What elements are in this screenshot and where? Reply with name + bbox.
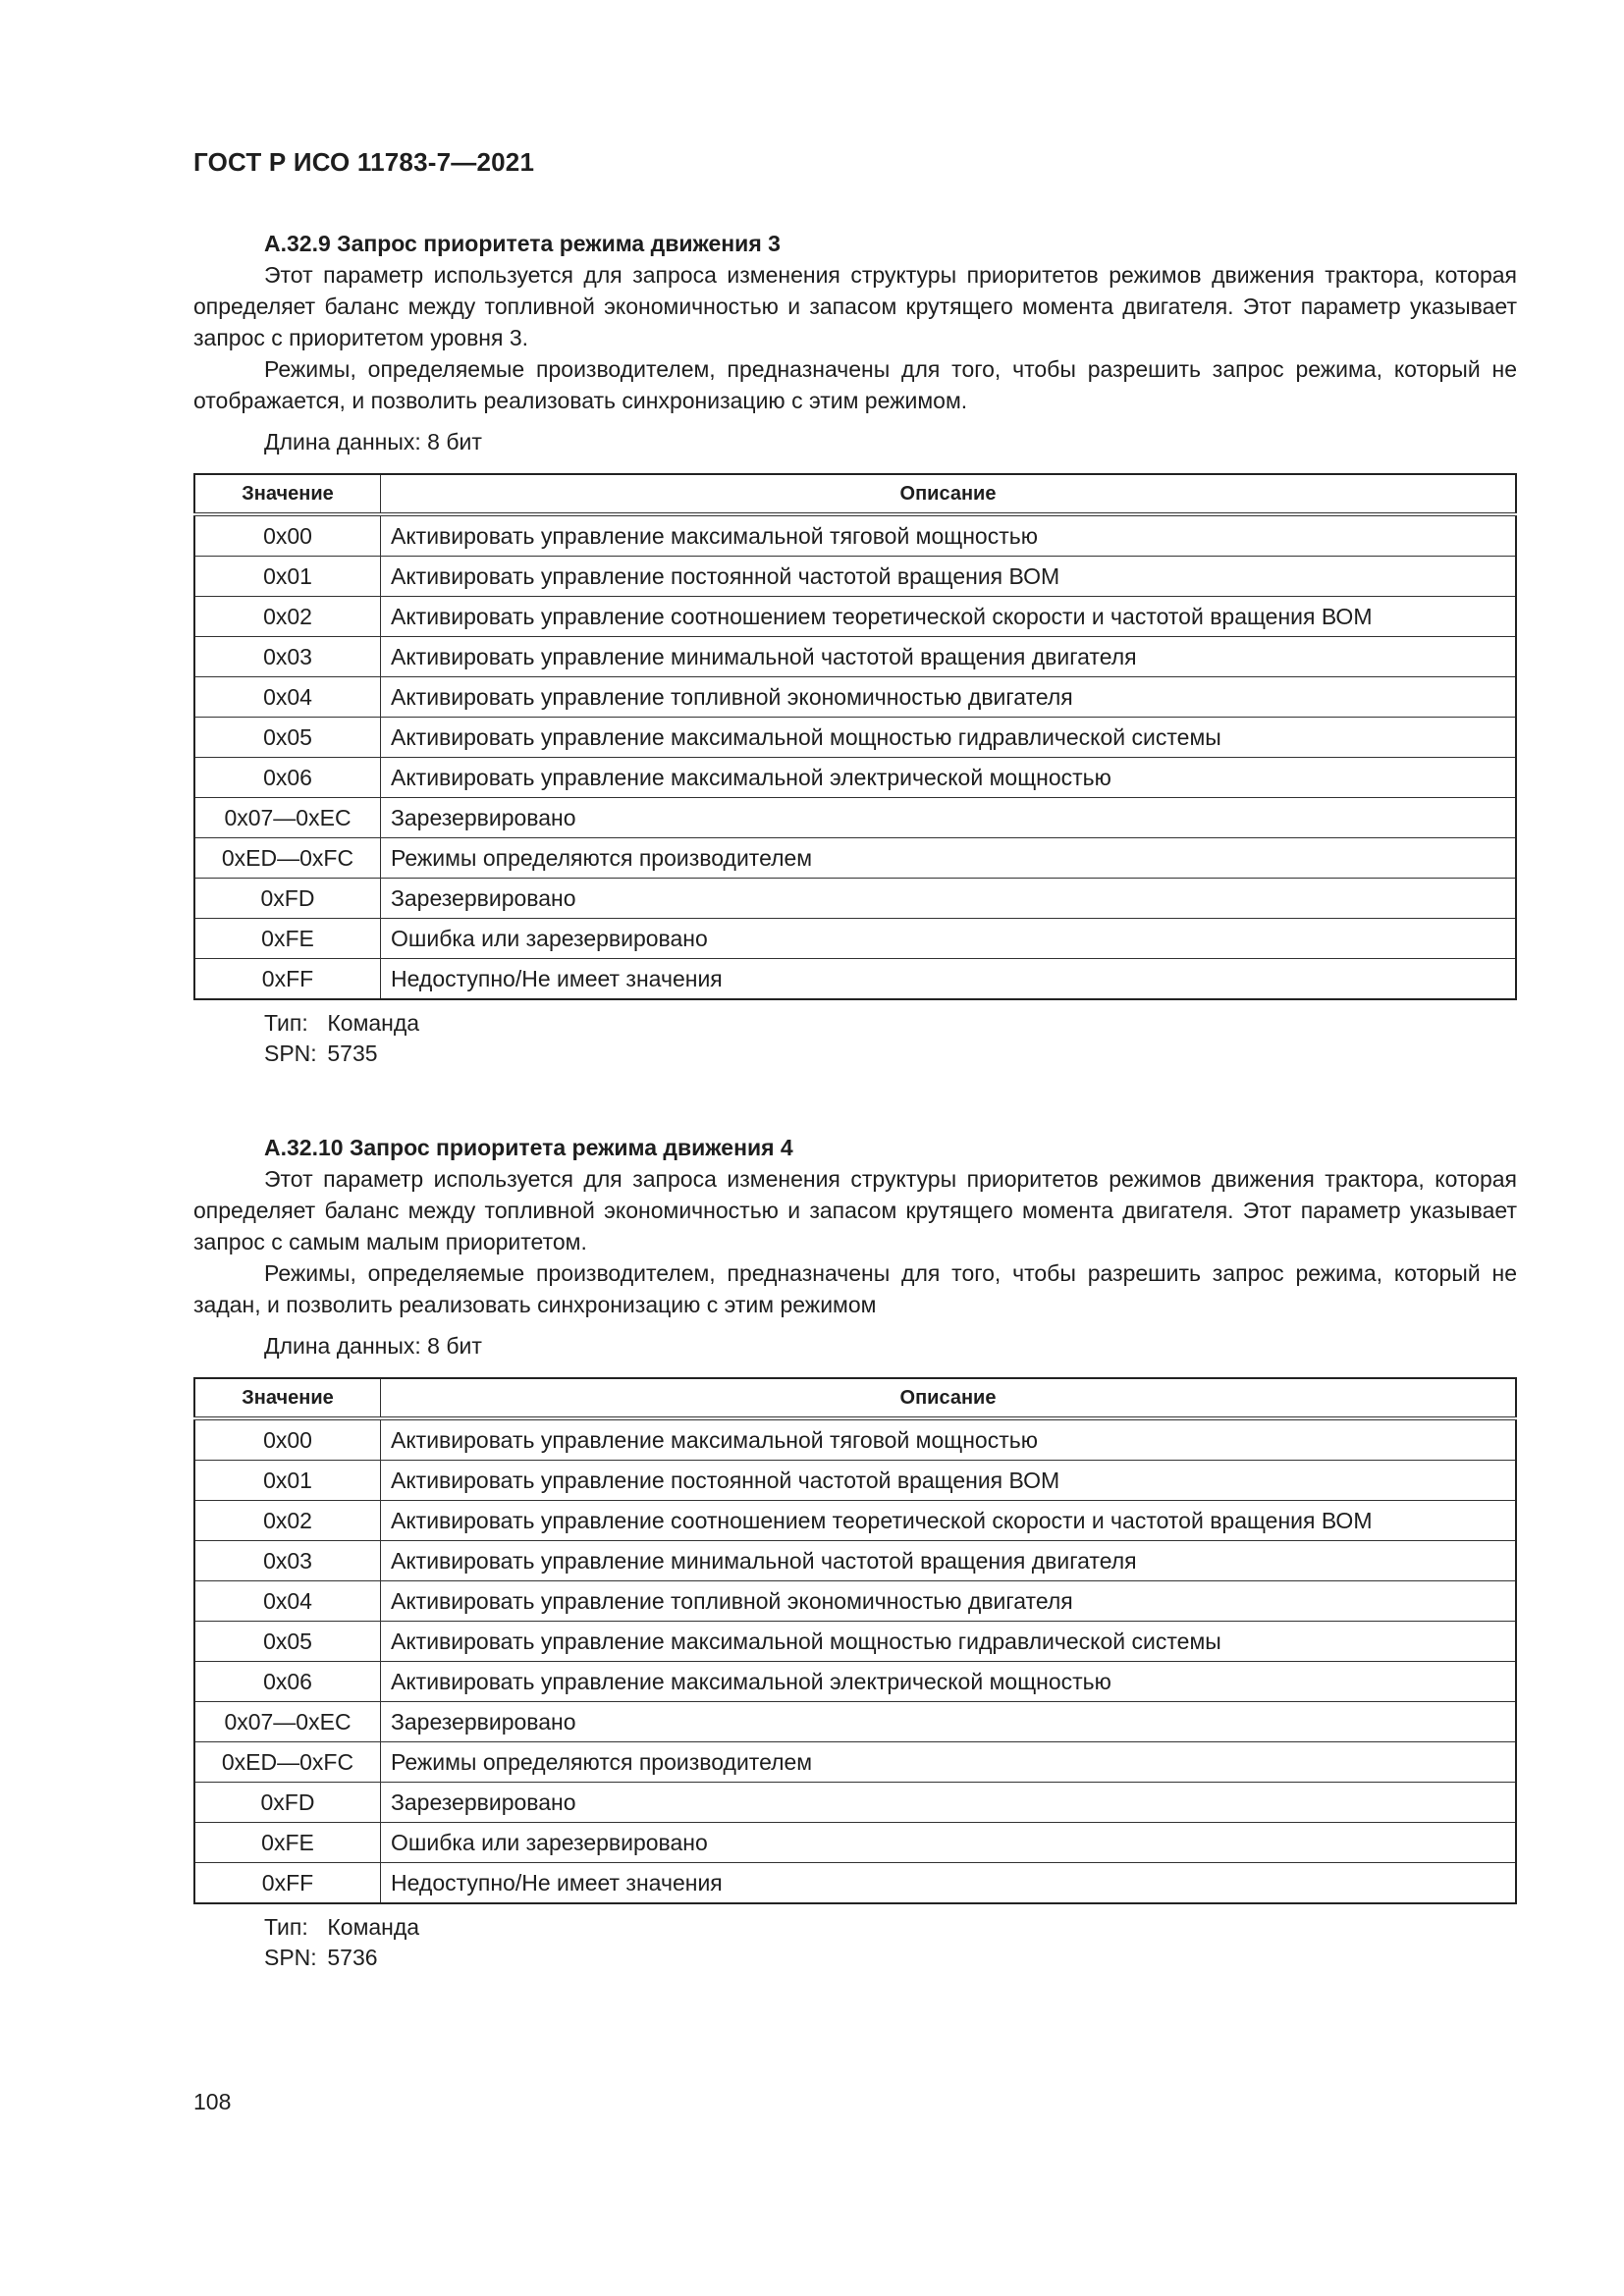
description-cell: Режимы определяются производителем xyxy=(381,838,1517,879)
table-row xyxy=(194,1541,1516,1581)
value-cell: 0x02 xyxy=(194,597,381,637)
value-cell: 0x07—0xEC xyxy=(194,798,381,838)
table-header-row xyxy=(194,1378,1516,1418)
spn-line xyxy=(264,1943,1517,1973)
value-cell: 0xFE xyxy=(194,1823,381,1863)
section-a-32-9 xyxy=(193,228,1517,1069)
description-cell: Активировать управление максимальной электрической мощностью xyxy=(381,758,1517,798)
description-cell: Режимы определяются производителем xyxy=(381,1742,1517,1783)
table-row xyxy=(194,1581,1516,1622)
type-line xyxy=(264,1912,1517,1943)
value-cell: 0xED—0xFC xyxy=(194,838,381,879)
description-cell: Активировать управление топливной экономичностью двигателя xyxy=(381,677,1517,718)
description-cell: Активировать управление минимальной частотой вращения двигателя xyxy=(381,1541,1517,1581)
table-row xyxy=(194,1461,1516,1501)
type-label: Тип: xyxy=(264,1914,308,1940)
value-cell: 0x03 xyxy=(194,637,381,677)
type-label: Тип: xyxy=(264,1010,308,1036)
description-cell: Активировать управление топливной экономичностью двигателя xyxy=(381,1581,1517,1622)
spn-value: 5736 xyxy=(327,1945,378,1970)
value-cell: 0x00 xyxy=(194,514,381,557)
section-paragraph: Этот параметр используется для запроса изменения структуры приоритетов режимов движения трактора, которая определяет баланс между топливной экономичностью и запасом крутящего момента двигателя. Этот параметр указывает запрос с приоритетом уровня 3. xyxy=(193,262,1517,350)
value-cell: 0x05 xyxy=(194,718,381,758)
spn-value: 5735 xyxy=(327,1041,378,1066)
value-cell: 0xFF xyxy=(194,959,381,1000)
table-row xyxy=(194,798,1516,838)
description-cell: Активировать управление максимальной электрической мощностью xyxy=(381,1662,1517,1702)
value-cell: 0x05 xyxy=(194,1622,381,1662)
table-row xyxy=(194,1863,1516,1904)
description-cell: Активировать управление постоянной частотой вращения ВОМ xyxy=(381,557,1517,597)
description-cell: Активировать управление максимальной тяговой мощностью xyxy=(381,514,1517,557)
table-row xyxy=(194,677,1516,718)
value-cell: 0x02 xyxy=(194,1501,381,1541)
value-cell: 0xFF xyxy=(194,1863,381,1904)
table-row xyxy=(194,1702,1516,1742)
table-row xyxy=(194,1783,1516,1823)
description-cell: Активировать управление соотношением теоретической скорости и частотой вращения ВОМ xyxy=(381,1501,1517,1541)
type-line xyxy=(264,1008,1517,1039)
table-body xyxy=(194,1418,1516,1903)
table-row xyxy=(194,1662,1516,1702)
table-row xyxy=(194,514,1516,557)
value-cell: 0x04 xyxy=(194,677,381,718)
table-body xyxy=(194,514,1516,999)
column-header-description: Описание xyxy=(381,1378,1517,1418)
section-paragraph: Режимы, определяемые производителем, предназначены для того, чтобы разрешить запрос режима, который не отображается, и позволить реализовать синхронизацию с этим режимом. xyxy=(193,356,1517,413)
value-cell: 0x03 xyxy=(194,1541,381,1581)
description-cell: Недоступно/Не имеет значения xyxy=(381,1863,1517,1904)
data-length: Длина данных: 8 бит xyxy=(264,1333,482,1359)
section-title: А.32.10 Запрос приоритета режима движения 4 xyxy=(264,1135,793,1160)
table-row xyxy=(194,1418,1516,1461)
value-cell: 0xFE xyxy=(194,919,381,959)
table-row xyxy=(194,879,1516,919)
description-cell: Активировать управление постоянной частотой вращения ВОМ xyxy=(381,1461,1517,1501)
spn-line xyxy=(264,1039,1517,1069)
table-row xyxy=(194,557,1516,597)
section-paragraph: Этот параметр используется для запроса изменения структуры приоритетов режимов движения трактора, которая определяет баланс между топливной экономичностью и запасом крутящего момента двигателя. Этот параметр указывает запрос с самым малым приоритетом. xyxy=(193,1166,1517,1255)
table-row xyxy=(194,838,1516,879)
description-cell: Активировать управление соотношением теоретической скорости и частотой вращения ВОМ xyxy=(381,597,1517,637)
description-cell: Активировать управление максимальной мощностью гидравлической системы xyxy=(381,718,1517,758)
table-row xyxy=(194,718,1516,758)
value-cell: 0x06 xyxy=(194,1662,381,1702)
value-cell: 0x01 xyxy=(194,557,381,597)
table-row xyxy=(194,959,1516,1000)
type-value: Команда xyxy=(327,1010,420,1036)
values-table xyxy=(193,473,1517,1000)
spn-label: SPN: xyxy=(264,1945,317,1970)
section-title: А.32.9 Запрос приоритета режима движения 3 xyxy=(264,231,781,256)
page-number: 108 xyxy=(193,2089,232,2114)
table-row xyxy=(194,597,1516,637)
table-row xyxy=(194,637,1516,677)
description-cell: Зарезервировано xyxy=(381,798,1517,838)
values-table xyxy=(193,1377,1517,1904)
description-cell: Зарезервировано xyxy=(381,879,1517,919)
spn-label: SPN: xyxy=(264,1041,317,1066)
value-cell: 0x07—0xEC xyxy=(194,1702,381,1742)
description-cell: Активировать управление минимальной частотой вращения двигателя xyxy=(381,637,1517,677)
table-row xyxy=(194,919,1516,959)
value-cell: 0x06 xyxy=(194,758,381,798)
table-row xyxy=(194,1501,1516,1541)
type-value: Команда xyxy=(327,1914,420,1940)
value-cell: 0x01 xyxy=(194,1461,381,1501)
table-row xyxy=(194,1622,1516,1662)
description-cell: Недоступно/Не имеет значения xyxy=(381,959,1517,1000)
description-cell: Ошибка или зарезервировано xyxy=(381,1823,1517,1863)
description-cell: Ошибка или зарезервировано xyxy=(381,919,1517,959)
description-cell: Активировать управление максимальной мощностью гидравлической системы xyxy=(381,1622,1517,1662)
description-cell: Зарезервировано xyxy=(381,1702,1517,1742)
description-cell: Зарезервировано xyxy=(381,1783,1517,1823)
table-row xyxy=(194,1823,1516,1863)
table-row xyxy=(194,1742,1516,1783)
value-cell: 0x04 xyxy=(194,1581,381,1622)
data-length: Длина данных: 8 бит xyxy=(264,429,482,454)
value-cell: 0xED—0xFC xyxy=(194,1742,381,1783)
value-cell: 0x00 xyxy=(194,1418,381,1461)
column-header-value: Значение xyxy=(194,1378,381,1418)
table-header-row xyxy=(194,474,1516,514)
value-cell: 0xFD xyxy=(194,1783,381,1823)
description-cell: Активировать управление максимальной тяговой мощностью xyxy=(381,1418,1517,1461)
section-a-32-10 xyxy=(193,1132,1517,1973)
table-row xyxy=(194,758,1516,798)
section-paragraph: Режимы, определяемые производителем, предназначены для того, чтобы разрешить запрос режима, который не задан, и позволить реализовать синхронизацию с этим режимом xyxy=(193,1260,1517,1317)
column-header-description: Описание xyxy=(381,474,1517,514)
document-header: ГОСТ Р ИСО 11783-7—2021 xyxy=(193,147,535,177)
value-cell: 0xFD xyxy=(194,879,381,919)
column-header-value: Значение xyxy=(194,474,381,514)
